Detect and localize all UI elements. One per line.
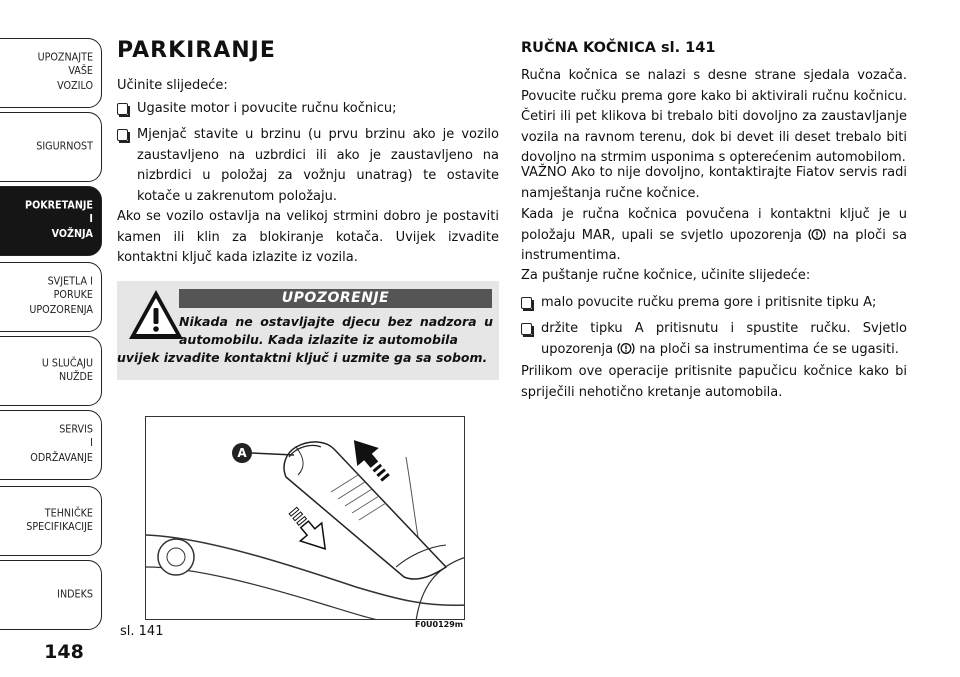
- checkbox-bullet-icon: [521, 297, 532, 309]
- list-item: [117, 99, 499, 120]
- page-number: 148: [44, 641, 84, 663]
- handbrake-figure: [145, 416, 465, 620]
- list-item-text: Ugasite motor i povucite ručnu kočnicu;: [137, 101, 397, 116]
- tab-sigurnost[interactable]: [0, 112, 102, 182]
- handbrake-paragraph-2: VAŽNO Ako to nije dovoljno, kontaktirajte Fiatov servis radi namještanja ručne kočnice.: [521, 165, 907, 201]
- tab-indeks[interactable]: [0, 560, 102, 630]
- tab-pokretanje-i-voznja[interactable]: [0, 186, 102, 256]
- tab-servis-i-odrzavanje[interactable]: [0, 410, 102, 480]
- handbrake-paragraph-4: Za puštanje ručne kočnice, učinite slijedeće:: [521, 268, 811, 283]
- list-item-text: Mjenjač stavite u brzinu (u prvu brzinu ako je vozilo zaustavljeno na uzbrdici ili ako je zaustavljeno na nizbrdici u položaj za vožnju unatrag) te ostavite kotače u zakrenutom položaju.: [137, 127, 499, 204]
- section-title-parkiranje: PARKIRANJE: [117, 38, 276, 63]
- parking-paragraph: Ako se vozilo ostavlja na velikoj strmini dobro je postaviti kamen ili klin za blokiranje kotača. Uvijek izvadite kontaktni ključ kada izlazite iz vozila.: [117, 209, 499, 265]
- parking-steps-list: [117, 99, 499, 120]
- tab-label: UPOZNAJTE VAŠE VOZILO: [37, 51, 93, 93]
- tab-label: SVJETLA I PORUKE UPOZORENJA: [29, 275, 93, 317]
- warning-text-full: uvijek izvadite kontaktni ključ i uzmite ga sa sobom.: [117, 350, 488, 365]
- paragraph-3-end: na ploči sa instrumentima.: [521, 227, 907, 263]
- figure-code: F0U0129m: [415, 620, 464, 629]
- tab-label: POKRETANJE I VOŽNJA: [25, 199, 93, 241]
- button-a-label: A: [237, 446, 247, 460]
- tab-label: TEHNIČKE SPECIFIKACIJE: [26, 506, 93, 534]
- brake-warning-lamp-icon: [617, 342, 635, 355]
- warning-text-indented: Nikada ne ostavljajte djecu bez nadzora u automobilu. Kada izlazite iz automobila: [179, 314, 493, 347]
- intro-text: Učinite slijedeće:: [117, 78, 228, 93]
- warning-box: [117, 281, 499, 380]
- list-item: [117, 125, 499, 207]
- tab-label: SERVIS I ODRŽAVANJE: [30, 423, 93, 465]
- chapter-tabs: [0, 0, 108, 677]
- list-item-text-end: na ploči sa instrumentima će se ugasiti.: [639, 341, 899, 357]
- release-steps-list-2: [521, 319, 907, 360]
- tab-label: U SLUČAJU NUŽDE: [41, 356, 93, 384]
- checkbox-bullet-icon: [117, 129, 128, 141]
- checkbox-bullet-icon: [117, 103, 128, 115]
- tab-label: SIGURNOST: [36, 139, 93, 153]
- parking-steps-list-2: [117, 125, 499, 207]
- tab-label: INDEKS: [57, 587, 93, 601]
- tab-tehnicke-specifikacije[interactable]: [0, 486, 102, 556]
- checkbox-bullet-icon: [521, 323, 532, 335]
- section-title-rucna-kocnica: RUČNA KOČNICA sl. 141: [521, 40, 716, 56]
- release-steps-list: [521, 293, 907, 314]
- handbrake-paragraph-5: Prilikom ove operacije pritisnite papučicu kočnice kako bi spriječili nehotično kretanje automobila.: [521, 364, 907, 400]
- handbrake-paragraph-1: Ručna kočnica se nalazi s desne strane sjedala vozača. Povucite ručku prema gore kako bi aktivirali ručnu kočnicu. Četiri ili pet klikova bi trebalo biti dovoljno za zaustavljanje vozila na ravnom terenu, dok bi devet ili deset trebalo biti dovoljno na strmim usponima s opterećenim automobilom.: [521, 68, 907, 165]
- handbrake-illustration: [146, 417, 465, 620]
- paragraph-3-start: Kada je ručna kočnica povučena i kontaktni ključ je u položaju MAR, upali se svjetlo upozorenja: [521, 207, 907, 243]
- list-item: [521, 293, 907, 314]
- brake-warning-lamp-icon: [808, 228, 826, 241]
- list-item-text-start: držite tipku A pritisnutu i spustite ručku. Svjetlo upozorenja: [541, 321, 907, 357]
- figure-caption: sl. 141: [120, 624, 164, 639]
- tab-svjetla-i-poruke-upozorenja[interactable]: [0, 262, 102, 332]
- warning-text: [117, 313, 493, 367]
- tab-u-slucaju-nuzde[interactable]: [0, 336, 102, 406]
- warning-heading: UPOZORENJE: [179, 289, 492, 308]
- handbrake-paragraph-3: [521, 205, 907, 267]
- list-item: [521, 319, 907, 360]
- tab-upoznajte-vase-vozilo[interactable]: [0, 38, 102, 108]
- list-item-text: malo povucite ručku prema gore i pritisnite tipku A;: [541, 295, 877, 310]
